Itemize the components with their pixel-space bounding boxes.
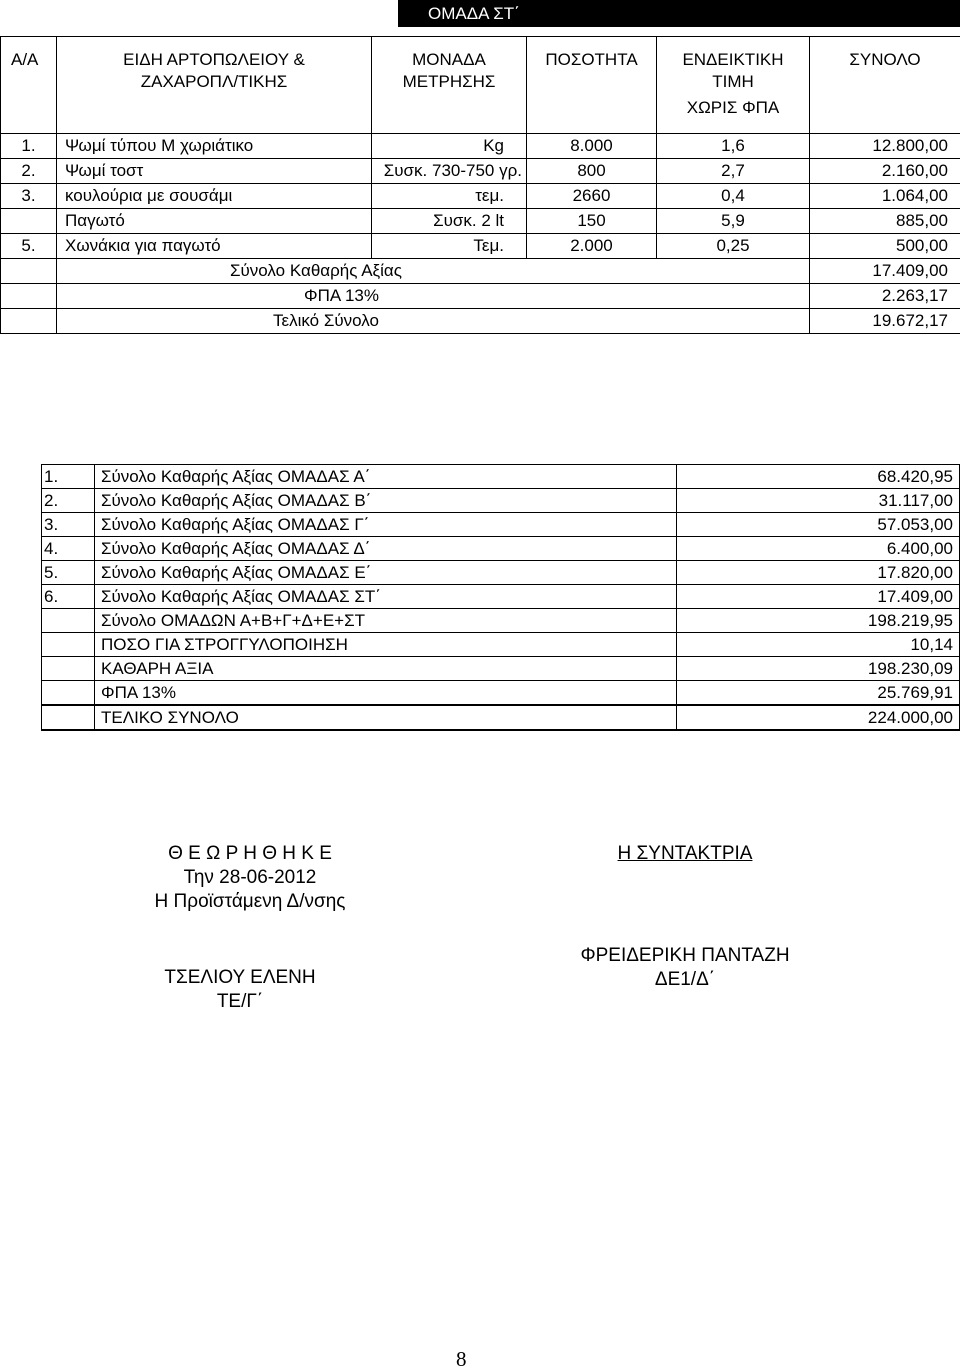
item-price: 0,25 bbox=[657, 234, 810, 259]
summary-label: Σύνολο ΟΜΑΔΩΝ Α+Β+Γ+Δ+Ε+ΣΤ bbox=[95, 609, 677, 633]
grand-total-label: Τελικό Σύνολο bbox=[273, 311, 379, 330]
approval-date: Την 28-06-2012 bbox=[110, 866, 390, 890]
summary-value: 198.219,95 bbox=[677, 609, 960, 633]
summary-row bbox=[42, 537, 960, 561]
item-name: Παγωτό bbox=[57, 209, 372, 234]
item-index: 3. bbox=[1, 184, 57, 209]
item-row bbox=[1, 134, 960, 159]
totals-index-cell bbox=[1, 259, 57, 284]
item-index: 5. bbox=[1, 234, 57, 259]
item-total: 12.800,00 bbox=[810, 134, 960, 159]
summary-label: ΤΕΛΙΚΟ ΣΥΝΟΛΟ bbox=[95, 705, 677, 730]
item-total: 500,00 bbox=[810, 234, 960, 259]
summary-value: 17.820,00 bbox=[677, 561, 960, 585]
summary-row bbox=[42, 633, 960, 657]
header-item bbox=[57, 37, 372, 134]
vat-value: 2.263,17 bbox=[810, 284, 960, 309]
approval-block bbox=[110, 842, 390, 914]
header-unit-line-1: ΜΟΝΑΔΑ bbox=[372, 49, 526, 71]
summary-value: 57.053,00 bbox=[677, 513, 960, 537]
author-block bbox=[545, 842, 825, 866]
item-index: 2. bbox=[1, 159, 57, 184]
item-total: 885,00 bbox=[810, 209, 960, 234]
item-quantity: 2.000 bbox=[527, 234, 657, 259]
item-total: 1.064,00 bbox=[810, 184, 960, 209]
item-unit: Τεμ. bbox=[372, 234, 527, 259]
item-name: κουλούρια με σουσάμι bbox=[57, 184, 372, 209]
item-price: 5,9 bbox=[657, 209, 810, 234]
summary-index bbox=[42, 681, 95, 706]
net-total-label: Σύνολο Καθαρής Αξίας bbox=[230, 261, 402, 280]
item-total: 2.160,00 bbox=[810, 159, 960, 184]
summary-value: 31.117,00 bbox=[677, 489, 960, 513]
header-price-line-3: ΧΩΡΙΣ ΦΠΑ bbox=[657, 97, 809, 119]
net-total-value: 17.409,00 bbox=[810, 259, 960, 284]
item-unit: Kg bbox=[372, 134, 527, 159]
summary-label: Σύνολο Καθαρής Αξίας ΟΜΑΔΑΣ Γ΄ bbox=[95, 513, 677, 537]
summary-label: Σύνολο Καθαρής Αξίας ΟΜΑΔΑΣ Β΄ bbox=[95, 489, 677, 513]
summary-label: Σύνολο Καθαρής Αξίας ΟΜΑΔΑΣ Α΄ bbox=[95, 465, 677, 489]
totals-label-cell bbox=[57, 259, 810, 284]
approver-block bbox=[100, 966, 380, 1014]
item-price: 2,7 bbox=[657, 159, 810, 184]
totals-row bbox=[1, 284, 960, 309]
summary-row bbox=[42, 657, 960, 681]
summary-row bbox=[42, 561, 960, 585]
item-unit: Συσκ. 730-750 γρ. bbox=[372, 159, 527, 184]
approval-heading: Θ Ε Ω Ρ Η Θ Η Κ Ε bbox=[110, 842, 390, 866]
summary-index: 6. bbox=[42, 585, 95, 609]
summary-row bbox=[42, 465, 960, 489]
summary-label: ΠΟΣΟ ΓΙΑ ΣΤΡΟΓΓΥΛΟΠΟΙΗΣΗ bbox=[95, 633, 677, 657]
summary-row bbox=[42, 489, 960, 513]
items-header-row bbox=[1, 37, 960, 134]
summary-index: 5. bbox=[42, 561, 95, 585]
summary-label: Σύνολο Καθαρής Αξίας ΟΜΑΔΑΣ ΣΤ΄ bbox=[95, 585, 677, 609]
item-name: Ψωμί τοστ bbox=[57, 159, 372, 184]
header-price-line-2: ΤΙΜΗ bbox=[657, 71, 809, 93]
grand-total-value: 19.672,17 bbox=[810, 309, 960, 334]
author-name: ΦΡΕΙΔΕΡΙΚΗ ΠΑΝΤΑΖΗ bbox=[545, 944, 825, 968]
items-table bbox=[0, 36, 960, 334]
approval-role: Η Προϊστάμενη Δ/νσης bbox=[110, 890, 390, 914]
item-row bbox=[1, 159, 960, 184]
page-number: 8 bbox=[456, 1347, 467, 1372]
summary-row bbox=[42, 681, 960, 706]
summary-value: 68.420,95 bbox=[677, 465, 960, 489]
summary-value: 224.000,00 bbox=[677, 705, 960, 730]
summary-value: 6.400,00 bbox=[677, 537, 960, 561]
totals-index-cell bbox=[1, 309, 57, 334]
summary-value: 17.409,00 bbox=[677, 585, 960, 609]
author-name-block bbox=[545, 944, 825, 992]
totals-label-cell bbox=[57, 309, 810, 334]
header-item-line-1: ΕΙΔΗ ΑΡΤΟΠΩΛΕΙΟΥ & bbox=[57, 49, 371, 71]
group-title-bar bbox=[398, 0, 960, 27]
item-unit: τεμ. bbox=[372, 184, 527, 209]
item-quantity: 800 bbox=[527, 159, 657, 184]
summary-index bbox=[42, 633, 95, 657]
header-index: Α/Α bbox=[1, 37, 57, 134]
summary-value: 198.230,09 bbox=[677, 657, 960, 681]
summary-value: 10,14 bbox=[677, 633, 960, 657]
item-name: Ψωμί τύπου Μ χωριάτικο bbox=[57, 134, 372, 159]
summary-index bbox=[42, 609, 95, 633]
summary-index: 4. bbox=[42, 537, 95, 561]
totals-row bbox=[1, 259, 960, 284]
author-title: ΔΕ1/Δ΄ bbox=[545, 968, 825, 992]
summary-label: ΦΠΑ 13% bbox=[95, 681, 677, 706]
summary-row bbox=[42, 513, 960, 537]
item-row bbox=[1, 209, 960, 234]
header-item-line-2: ΖΑΧΑΡΟΠΛ/ΤΙΚΗΣ bbox=[57, 71, 371, 93]
totals-label-cell bbox=[57, 284, 810, 309]
totals-index-cell bbox=[1, 284, 57, 309]
header-price-line-1: ΕΝΔΕΙΚΤΙΚΗ bbox=[657, 49, 809, 71]
summary-table bbox=[41, 464, 960, 731]
summary-label: ΚΑΘΑΡΗ ΑΞΙΑ bbox=[95, 657, 677, 681]
item-index: 1. bbox=[1, 134, 57, 159]
item-name: Χωνάκια για παγωτό bbox=[57, 234, 372, 259]
approver-title: ΤΕ/Γ΄ bbox=[100, 990, 380, 1014]
item-price: 1,6 bbox=[657, 134, 810, 159]
summary-row bbox=[42, 585, 960, 609]
summary-label: Σύνολο Καθαρής Αξίας ΟΜΑΔΑΣ Δ΄ bbox=[95, 537, 677, 561]
item-row bbox=[1, 184, 960, 209]
header-unit-line-2: ΜΕΤΡΗΣΗΣ bbox=[372, 71, 526, 93]
header-price bbox=[657, 37, 810, 134]
item-quantity: 150 bbox=[527, 209, 657, 234]
summary-index bbox=[42, 705, 95, 730]
item-row bbox=[1, 234, 960, 259]
item-quantity: 2660 bbox=[527, 184, 657, 209]
group-title: ΟΜΑΔΑ ΣΤ΄ bbox=[428, 0, 520, 27]
author-heading: Η ΣΥΝΤΑΚΤΡΙΑ bbox=[545, 842, 825, 866]
approver-name: ΤΣΕΛΙΟΥ ΕΛΕΝΗ bbox=[100, 966, 380, 990]
item-price: 0,4 bbox=[657, 184, 810, 209]
summary-index: 1. bbox=[42, 465, 95, 489]
header-quantity: ΠΟΣΟΤΗΤΑ bbox=[527, 37, 657, 134]
summary-index: 3. bbox=[42, 513, 95, 537]
item-quantity: 8.000 bbox=[527, 134, 657, 159]
item-index bbox=[1, 209, 57, 234]
summary-final-row bbox=[42, 705, 960, 730]
item-unit: Συσκ. 2 lt bbox=[372, 209, 527, 234]
header-unit bbox=[372, 37, 527, 134]
summary-label: Σύνολο Καθαρής Αξίας ΟΜΑΔΑΣ Ε΄ bbox=[95, 561, 677, 585]
vat-label: ΦΠΑ 13% bbox=[304, 286, 379, 305]
totals-row bbox=[1, 309, 960, 334]
summary-row bbox=[42, 609, 960, 633]
summary-index: 2. bbox=[42, 489, 95, 513]
summary-index bbox=[42, 657, 95, 681]
summary-value: 25.769,91 bbox=[677, 681, 960, 706]
header-total: ΣΥΝΟΛΟ bbox=[810, 37, 960, 134]
